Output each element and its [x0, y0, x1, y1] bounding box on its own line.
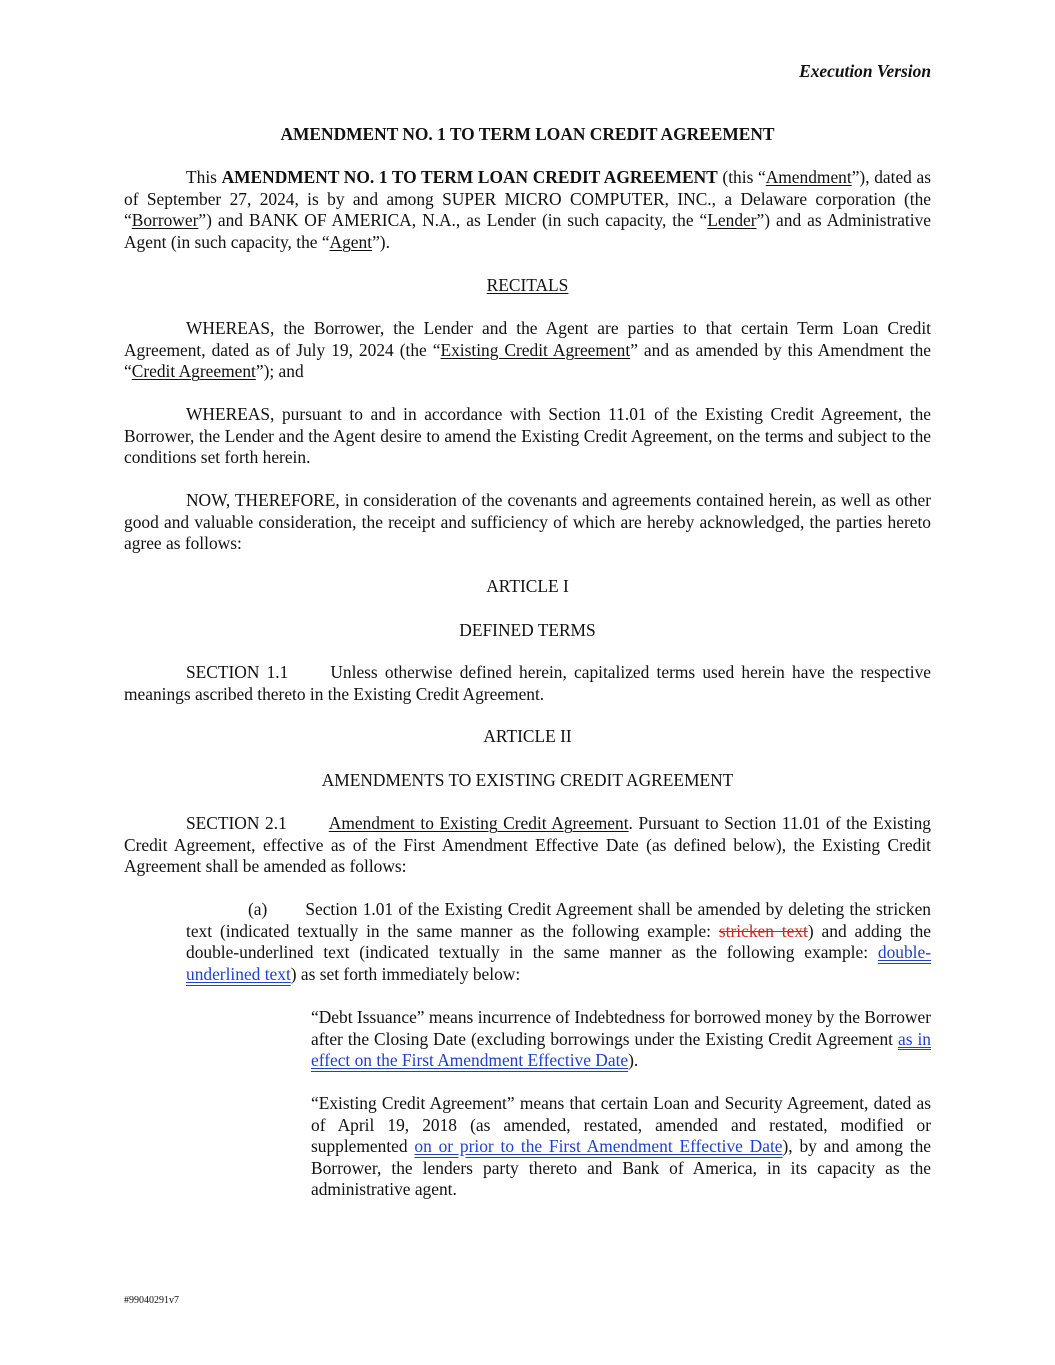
debt-issuance-text-1: “Debt Issuance” means incurrence of Indebtedness for borrowed money by the Borrower after the Closing Date (excluding borrowings under the Existing Credit Agreement [311, 1007, 931, 1049]
article-1-number: ARTICLE I [486, 576, 569, 596]
intro-text-5: ”). [372, 231, 390, 252]
debt-issuance-text-2: ). [628, 1050, 639, 1071]
defined-term-borrower: Borrower [131, 210, 199, 231]
section-2-1-label: SECTION 2.1 [186, 813, 287, 833]
definition-existing-credit-agreement [311, 1093, 931, 1201]
stricken-text-example: stricken text [718, 920, 808, 941]
section-1-1-paragraph [124, 662, 931, 705]
existing-credit-text-1: “Existing Credit Agreement” means that certain Loan and Security Agreement, dated as of April 19, 2018 (as amended, restated, amended and restated, modified or supplemented [311, 1093, 931, 1157]
defined-term-existing-credit-agreement: Existing Credit Agreement [440, 339, 631, 360]
document-title: AMENDMENT NO. 1 TO TERM LOAN CREDIT AGREEMENT [280, 124, 775, 144]
article-2-number: ARTICLE II [483, 726, 572, 746]
whereas-paragraph-1 [124, 318, 931, 383]
execution-version-label: Execution Version [799, 61, 931, 81]
intro-bold-title: AMENDMENT NO. 1 TO TERM LOAN CREDIT AGREEMENT [221, 167, 718, 187]
section-2-1-heading: Amendment to Existing Credit Agreement [328, 813, 629, 833]
recitals-heading-text: RECITALS [486, 275, 569, 295]
document-id-footer: #99040291v7 [124, 1295, 179, 1306]
defined-term-agent: Agent [329, 231, 373, 252]
article-2-title: AMENDMENTS TO EXISTING CREDIT AGREEMENT [321, 770, 734, 790]
double-underlined-example: double-underlined text [186, 942, 931, 984]
article-1-title: DEFINED TERMS [459, 620, 596, 640]
section-2-1-text: . Pursuant to Section 11.01 of the Existing Credit Agreement, effective as of the First Amendment Effective Date (as defined below), the Existing Credit Agreement shall be amended as follows: [124, 813, 931, 877]
existing-credit-text-2: ), by and among the Borrower, the lenders party thereto and Bank of America, in its capacity as the administrative agent. [311, 1136, 931, 1200]
whereas1-text-2: ” and as amended by this Amendment the “ [124, 339, 931, 382]
intro-paragraph [124, 167, 931, 253]
now-therefore-paragraph: NOW, THEREFORE, in consideration of the covenants and agreements contained herein, as well as other good and valuable consideration, the receipt and sufficiency of which are hereby acknowledged, the parties hereto agree as follows: [124, 490, 931, 554]
clause-a-label: (a) [248, 899, 268, 919]
clause-a-text-2: ) and adding the double-underlined text (indicated textually in the same manner as the following example: [186, 920, 932, 963]
intro-text-1: (this “ [717, 167, 766, 187]
definition-debt-issuance [311, 1007, 931, 1072]
debt-issuance-added-text: as in effect on the First Amendment Effective Date [311, 1028, 931, 1071]
clause-a-paragraph [186, 899, 931, 985]
defined-term-amendment: Amendment [765, 167, 852, 187]
section-1-1-label: SECTION 1.1 [186, 662, 289, 682]
whereas1-text-3: ”); and [255, 361, 304, 382]
intro-lead: This [186, 167, 222, 187]
whereas-paragraph-2: WHEREAS, pursuant to and in accordance with Section 11.01 of the Existing Credit Agreement, the Borrower, the Lender and the Agent desire to amend the Existing Credit Agreement, on the terms and subject to the conditions set forth herein. [124, 404, 931, 468]
whereas1-text-1: WHEREAS, the Borrower, the Lender and the Agent are parties to that certain Term Loan Credit Agreement, dated as of July 19, 2024 (the “ [124, 318, 931, 360]
defined-term-lender: Lender [707, 210, 757, 231]
intro-text-3: ”) and BANK OF AMERICA, N.A., as Lender (in such capacity, the “ [198, 210, 708, 231]
intro-text-4: ”) and as Administrative Agent (in such capacity, the “ [124, 210, 931, 252]
section-2-1-paragraph [124, 813, 931, 878]
intro-text-2: ”), dated as of September 27, 2024, is by and among SUPER MICRO COMPUTER, INC., a Delaware corporation (the “ [124, 167, 931, 231]
clause-a-text-1: Section 1.01 of the Existing Credit Agreement shall be amended by deleting the stricken text (indicated textually in the same manner as the following example: [186, 899, 931, 941]
recitals-heading [124, 275, 931, 297]
defined-term-credit-agreement: Credit Agreement [131, 361, 256, 382]
clause-a-text-3: ) as set forth immediately below: [290, 963, 521, 984]
existing-credit-added-text: on or prior to the First Amendment Effective Date [414, 1136, 783, 1157]
section-1-1-text: Unless otherwise defined herein, capitalized terms used herein have the respective meanings ascribed thereto in the Existing Credit Agreement. [124, 662, 931, 704]
